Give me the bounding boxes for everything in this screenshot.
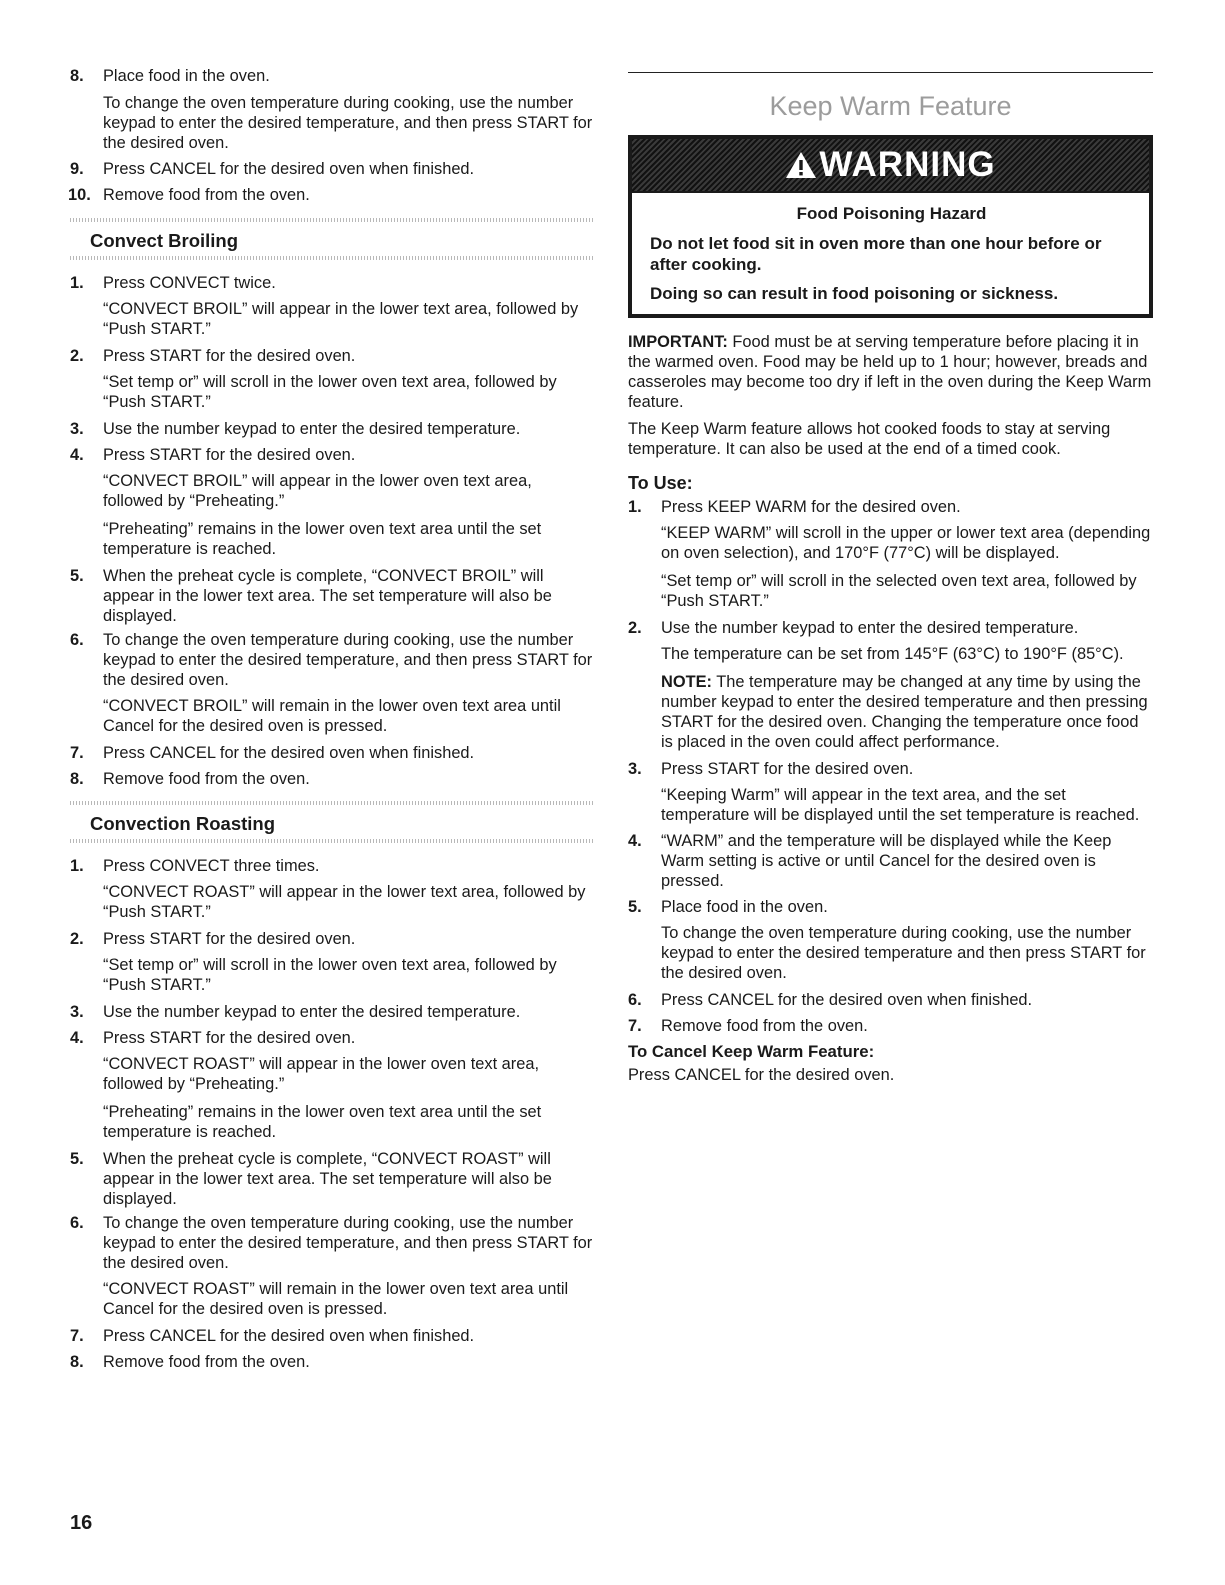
- step-text: Press START for the desired oven.: [661, 760, 914, 778]
- list-item: [70, 273, 595, 339]
- step-number: 1.: [70, 274, 84, 292]
- list-item: [70, 445, 595, 559]
- step-text: Use the number keypad to enter the desired temperature.: [103, 420, 521, 438]
- step-number: 3.: [70, 420, 84, 438]
- step-text: Press START for the desired oven.: [103, 1029, 356, 1047]
- section-divider: [70, 839, 595, 843]
- step-text: Use the number keypad to enter the desired temperature.: [103, 1003, 521, 1021]
- step-text: Press START for the desired oven.: [103, 347, 356, 365]
- step-detail: “CONVECT BROIL” will appear in the lower text area, followed by “Push START.”: [103, 300, 579, 338]
- list-item: [70, 185, 595, 205]
- step-text: Press CANCEL for the desired oven when finished.: [103, 1327, 475, 1345]
- step-text: Press START for the desired oven.: [103, 930, 356, 948]
- step-text: Place food in the oven.: [103, 67, 270, 85]
- keep-warm-steps: [628, 497, 1153, 1036]
- step-detail: To change the oven temperature during cooking, use the number keypad to enter the desired temperature and then press START for the desired oven.: [661, 924, 1146, 982]
- step-detail: “CONVECT BROIL” will appear in the lower oven text area, followed by “Preheating.”: [103, 472, 532, 510]
- intro-paragraph: The Keep Warm feature allows hot cooked foods to stay at serving temperature. It can also be used at the end of a timed cook.: [628, 420, 1111, 458]
- step-number: 5.: [628, 898, 642, 916]
- list-item: [628, 897, 1153, 983]
- warning-label: [785, 145, 995, 185]
- section-heading: Convection Roasting: [90, 813, 276, 834]
- step-text: Press CANCEL for the desired oven when finished.: [103, 744, 475, 762]
- step-number: 1.: [70, 857, 84, 875]
- page-title: Keep Warm Feature: [769, 91, 1012, 121]
- step-number: 8.: [70, 770, 84, 788]
- right-column: [628, 0, 1153, 1085]
- step-text: Press CANCEL for the desired oven when finished.: [661, 991, 1033, 1009]
- list-item: [70, 159, 595, 179]
- section-divider: [70, 256, 595, 260]
- list-item: [70, 66, 595, 153]
- list-item: [70, 1352, 595, 1372]
- list-item: [70, 1213, 595, 1319]
- step-number: 6.: [70, 1214, 84, 1232]
- step-detail: “CONVECT BROIL” will remain in the lower oven text area until Cancel for the desired oven is pressed.: [103, 697, 561, 735]
- list-item: [70, 1002, 595, 1022]
- list-item: [70, 630, 595, 736]
- top-rule: [628, 72, 1153, 73]
- step-number: 7.: [70, 1327, 84, 1345]
- step-detail: The temperature can be set from 145°F (63°C) to 190°F (85°C).: [661, 645, 1124, 663]
- step-text: Remove food from the oven.: [103, 770, 310, 788]
- step-text: Place food in the oven.: [661, 898, 828, 916]
- step-detail: “Keeping Warm” will appear in the text area, and the set temperature will be displayed until the set temperature is reached.: [661, 786, 1140, 824]
- step-text: Press KEEP WARM for the desired oven.: [661, 498, 961, 516]
- step-number: 3.: [628, 760, 642, 778]
- important-text: Food must be at serving temperature before placing it in the warmed oven. Food may be held up to 1 hour; however, breads and casseroles may become too dry if left in the oven during the Keep Warm feature.: [628, 333, 1152, 411]
- to-use-heading: To Use:: [628, 473, 693, 493]
- left-column: [70, 66, 595, 1372]
- note-label: NOTE:: [661, 673, 712, 691]
- step-number: 9.: [70, 160, 84, 178]
- step-detail: “Set temp or” will scroll in the lower oven text area, followed by “Push START.”: [103, 373, 557, 411]
- step-number: 6.: [628, 991, 642, 1009]
- list-item: [628, 759, 1153, 825]
- warning-text: Doing so can result in food poisoning or sickness.: [650, 284, 1059, 303]
- warning-triangle-icon: [785, 151, 817, 179]
- list-item: [628, 990, 1153, 1010]
- list-item: [628, 1016, 1153, 1036]
- list-item: [70, 566, 595, 626]
- list-item: [70, 1028, 595, 1142]
- step-text: When the preheat cycle is complete, “CONVECT ROAST” will appear in the lower text area. The set temperature will also be displayed.: [103, 1150, 552, 1208]
- step-number: 4.: [628, 832, 642, 850]
- step-detail: “Preheating” remains in the lower oven text area until the set temperature is reached.: [103, 520, 542, 558]
- convection-roasting-section: [70, 801, 595, 1372]
- note-text: The temperature may be changed at any time by using the number keypad to enter the desired temperature and then pressing START for the desired oven. Changing the temperature once food is placed in the oven could affect performance.: [661, 673, 1148, 751]
- step-note: [661, 672, 1153, 752]
- cancel-heading: To Cancel Keep Warm Feature:: [628, 1042, 875, 1061]
- step-number: 1.: [628, 498, 642, 516]
- step-number: 2.: [70, 930, 84, 948]
- page-number: 16: [70, 1512, 93, 1534]
- step-text: To change the oven temperature during cooking, use the number keypad to enter the desired temperature, and then press START for the desired oven.: [103, 1214, 593, 1272]
- section-heading: Convect Broiling: [90, 230, 239, 251]
- step-detail: “Preheating” remains in the lower oven text area until the set temperature is reached.: [103, 1103, 542, 1141]
- step-detail: “Set temp or” will scroll in the lower oven text area, followed by “Push START.”: [103, 956, 557, 994]
- warning-text: Do not let food sit in oven more than one hour before or after cooking.: [650, 234, 1102, 274]
- step-number: 4.: [70, 1029, 84, 1047]
- step-number: 6.: [70, 631, 84, 649]
- list-item: [70, 1326, 595, 1346]
- step-number: 5.: [70, 567, 84, 585]
- step-detail: “Set temp or” will scroll in the selected oven text area, followed by “Push START.”: [661, 572, 1137, 610]
- list-item: [70, 856, 595, 922]
- step-number: 5.: [70, 1150, 84, 1168]
- list-item: [70, 743, 595, 763]
- step-number: 7.: [628, 1017, 642, 1035]
- cancel-text: Press CANCEL for the desired oven.: [628, 1066, 895, 1084]
- list-item: [628, 831, 1153, 891]
- intro-steps: [70, 66, 595, 205]
- step-detail: “CONVECT ROAST” will appear in the lower oven text area, followed by “Preheating.”: [103, 1055, 540, 1093]
- step-number: 10.: [68, 186, 91, 204]
- list-item: [70, 1149, 595, 1209]
- step-detail: “CONVECT ROAST” will appear in the lower text area, followed by “Push START.”: [103, 883, 586, 921]
- step-text: Use the number keypad to enter the desired temperature.: [661, 619, 1079, 637]
- step-text: Remove food from the oven.: [103, 186, 310, 204]
- step-text: Remove food from the oven.: [661, 1017, 868, 1035]
- important-paragraph: [628, 332, 1153, 412]
- step-text: Press CANCEL for the desired oven when finished.: [103, 160, 475, 178]
- list-item: [70, 419, 595, 439]
- step-number: 2.: [70, 347, 84, 365]
- step-number: 8.: [70, 1353, 84, 1371]
- warning-body: [632, 193, 1149, 314]
- list-item: [628, 618, 1153, 752]
- list-item: [628, 497, 1153, 611]
- warning-box: [628, 135, 1153, 318]
- step-text: Press CONVECT three times.: [103, 857, 320, 875]
- step-detail: “CONVECT ROAST” will remain in the lower oven text area until Cancel for the desired oven is pressed.: [103, 1280, 569, 1318]
- convect-broiling-section: [70, 218, 595, 789]
- step-number: 7.: [70, 744, 84, 762]
- warning-header: [632, 139, 1149, 193]
- step-text: Press START for the desired oven.: [103, 446, 356, 464]
- hazard-title: Food Poisoning Hazard: [796, 204, 987, 223]
- step-text: Press CONVECT twice.: [103, 274, 276, 292]
- step-text: “WARM” and the temperature will be displayed while the Keep Warm setting is active or until Cancel for the desired oven is pressed.: [661, 832, 1112, 890]
- step-text: Remove food from the oven.: [103, 1353, 310, 1371]
- list-item: [70, 346, 595, 412]
- list-item: [70, 769, 595, 789]
- step-detail: To change the oven temperature during cooking, use the number keypad to enter the desired temperature, and then press START for the desired oven.: [103, 94, 593, 152]
- warning-word: WARNING: [819, 145, 996, 184]
- step-number: 8.: [70, 67, 84, 85]
- step-number: 2.: [628, 619, 642, 637]
- important-label: IMPORTANT:: [628, 333, 728, 351]
- list-item: [70, 929, 595, 995]
- step-detail: “KEEP WARM” will scroll in the upper or lower text area (depending on oven selection), and 170°F (77°C) will be displayed.: [661, 524, 1151, 562]
- step-number: 3.: [70, 1003, 84, 1021]
- step-text: When the preheat cycle is complete, “CONVECT BROIL” will appear in the lower text area. The set temperature will also be displayed.: [103, 567, 552, 625]
- step-text: To change the oven temperature during cooking, use the number keypad to enter the desired temperature, and then press START for the desired oven.: [103, 631, 593, 689]
- step-number: 4.: [70, 446, 84, 464]
